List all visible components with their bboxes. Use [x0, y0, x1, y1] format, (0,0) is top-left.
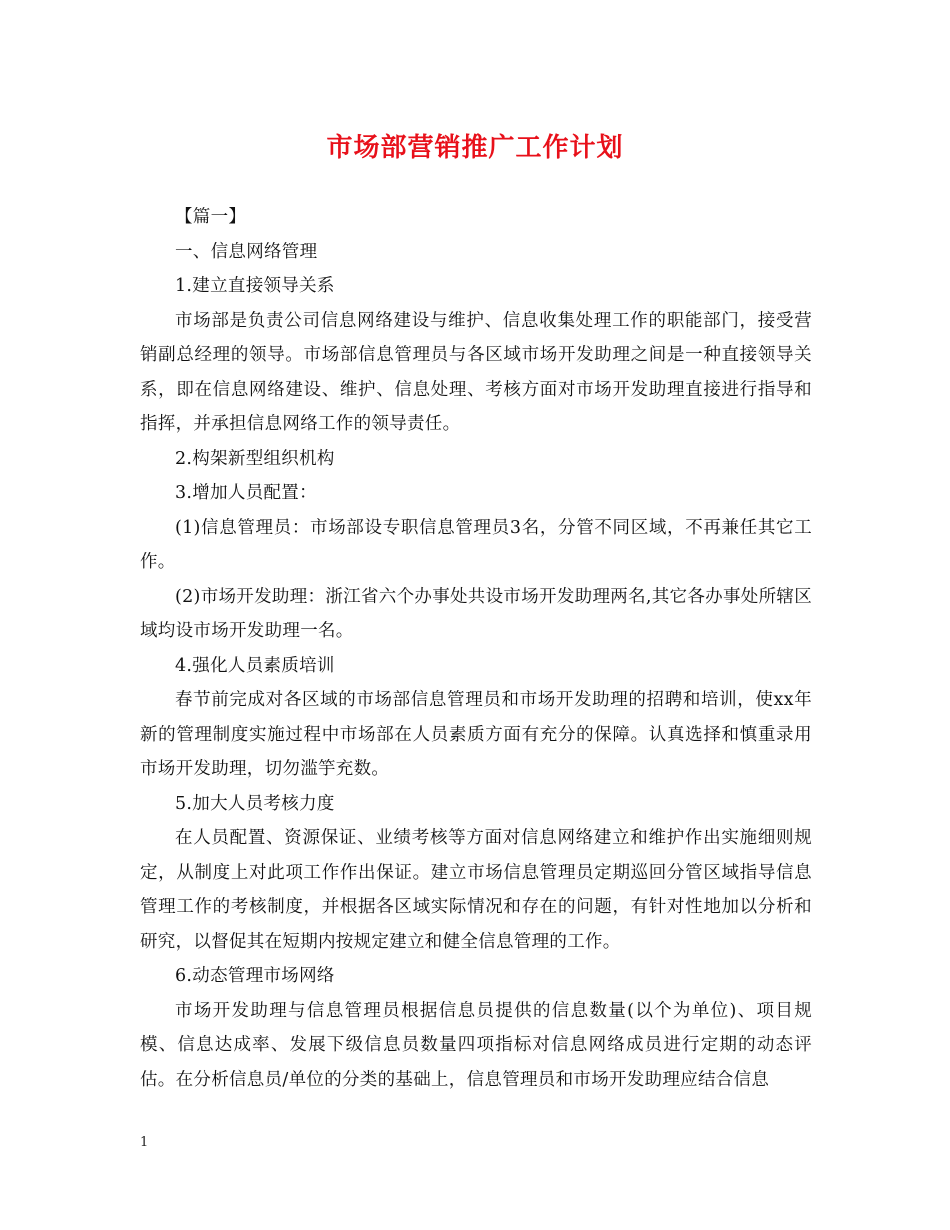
- paragraph-3-2: (2)市场开发助理：浙江省六个办事处共设市场开发助理两名,其它各办事处所辖区域均设市场开发助理一名。: [140, 586, 812, 641]
- page-number: 1: [140, 1135, 149, 1150]
- subheading-5: 5.加大人员考核力度: [175, 793, 335, 814]
- section-heading-part-one: 【篇一】: [175, 207, 247, 227]
- document-body: [140, 200, 812, 1097]
- paragraph-3-1: (1)信息管理员：市场部设专职信息管理员3名，分管不同区域，不再兼任其它工作。: [140, 517, 812, 572]
- paragraph-5: 在人员配置、资源保证、业绩考核等方面对信息网络建立和维护作出实施细则规定，从制度上对此项工作作出保证。建立市场信息管理员定期巡回分管区域指导信息管理工作的考核制度，并根据各区域实际情况和存在的问题，有针对性地加以分析和研究，以督促其在短期内按规定建立和健全信息管理的工作。: [140, 828, 812, 952]
- paragraph-1: 市场部是负责公司信息网络建设与维护、信息收集处理工作的职能部门，接受营销副总经理的领导。市场部信息管理员与各区域市场开发助理之间是一种直接领导关系，即在信息网络建设、维护、信息处理、考核方面对市场开发助理直接进行指导和指挥，并承担信息网络工作的领导责任。: [140, 310, 812, 434]
- subheading-2: 2.构架新型组织机构: [175, 448, 335, 469]
- paragraph-6: 市场开发助理与信息管理员根据信息员提供的信息数量(以个为单位)、项目规模、信息达成率、发展下级信息员数量四项指标对信息网络成员进行定期的动态评估。在分析信息员/单位的分类的基础上，信息管理员和市场开发助理应结合信息: [140, 1000, 812, 1090]
- paragraph-4: 春节前完成对各区域的市场部信息管理员和市场开发助理的招聘和培训，使xx年新的管理制度实施过程中市场部在人员素质方面有充分的保障。认真选择和慎重录用市场开发助理，切勿滥竽充数。: [140, 690, 812, 779]
- subheading-4: 4.强化人员素质培训: [175, 655, 335, 676]
- subheading-3: 3.增加人员配置：: [175, 483, 317, 503]
- subheading-1: 1.建立直接领导关系: [175, 276, 335, 296]
- subheading-6: 6.动态管理市场网络: [175, 966, 335, 986]
- section-heading-info-network: 一、信息网络管理: [175, 241, 318, 262]
- document-title: 市场部营销推广工作计划: [326, 133, 624, 163]
